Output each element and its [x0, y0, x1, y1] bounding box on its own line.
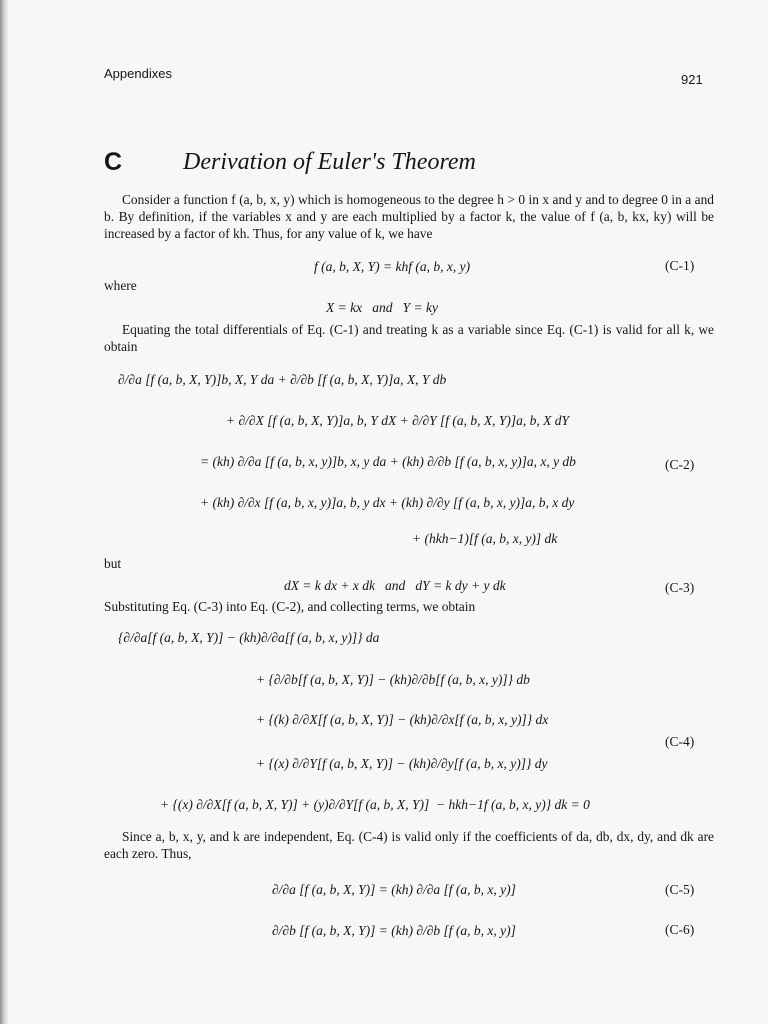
- equation-c5: ∂/∂a [f (a, b, X, Y)] = (kh) ∂/∂a [f (a, b, x, y)]: [272, 882, 516, 897]
- equation-c2-line5: + (hkh−1)[f (a, b, x, y)] dk: [412, 531, 558, 546]
- equation-label-c4: (C-4): [665, 734, 695, 749]
- running-header-section: Appendixes: [104, 66, 172, 81]
- book-binding-edge: [0, 0, 9, 1024]
- paragraph-total-differentials: Equating the total differentials of Eq. (C-1) and treating k as a variable since Eq. (C-1) is valid for all k, we obtain: [104, 322, 714, 354]
- paragraph-substituting: Substituting Eq. (C-3) into Eq. (C-2), and collecting terms, we obtain: [104, 599, 476, 614]
- equation-c2-line1: ∂/∂a [f (a, b, X, Y)]b, X, Y da + ∂/∂b [f (a, b, X, Y)]a, X, Y db: [118, 372, 447, 387]
- appendix-letter: C: [104, 148, 123, 176]
- equation-label-c1: (C-1): [665, 258, 695, 273]
- equation-c4-line1: {∂/∂a[f (a, b, X, Y)] − (kh)∂/∂a[f (a, b, x, y)]} da: [118, 630, 380, 645]
- equation-c6: ∂/∂b [f (a, b, X, Y)] = (kh) ∂/∂b [f (a, b, x, y)]: [272, 923, 516, 938]
- equation-c2-line4: + (kh) ∂/∂x [f (a, b, x, y)]a, b, y dx + (kh) ∂/∂y [f (a, b, x, y)]a, b, x dy: [200, 495, 575, 510]
- word-where: where: [104, 278, 137, 293]
- equation-c4-line4: + {(x) ∂/∂Y[f (a, b, X, Y)] − (kh)∂/∂y[f (a, b, x, y)]} dy: [256, 756, 548, 771]
- equation-c2-line2: + ∂/∂X [f (a, b, X, Y)]a, b, Y dX + ∂/∂Y [f (a, b, X, Y)]a, b, X dY: [226, 413, 570, 428]
- equation-c4-line2: + {∂/∂b[f (a, b, X, Y)] − (kh)∂/∂b[f (a, b, x, y)]} db: [256, 672, 530, 687]
- page-number: 921: [681, 72, 703, 87]
- word-but: but: [104, 556, 122, 571]
- equation-label-c2: (C-2): [665, 457, 695, 472]
- appendix-title: Derivation of Euler's Theorem: [183, 149, 476, 175]
- equation-c3: dX = k dx + x dk and dY = k dy + y dk: [284, 578, 506, 593]
- equation-c4-line3: + {(k) ∂/∂X[f (a, b, X, Y)] − (kh)∂/∂x[f (a, b, x, y)]} dx: [256, 712, 549, 727]
- equation-label-c6: (C-6): [665, 922, 695, 937]
- equation-c2-line3: = (kh) ∂/∂a [f (a, b, x, y)]b, x, y da + (kh) ∂/∂b [f (a, b, x, y)]a, x, y db: [200, 454, 576, 469]
- paragraph-intro: Consider a function f (a, b, x, y) which is homogeneous to the degree h > 0 in x and y and to degree 0 in a and b. By definition, if the variables x and y are each multiplied by a factor k, the value of f (a, b, kx, ky) will be increased by a factor of kh. Thus, for any value of k, we have: [104, 192, 714, 241]
- equation-substitution: X = kx and Y = ky: [326, 300, 438, 315]
- equation-c1: f (a, b, X, Y) = khf (a, b, x, y): [314, 259, 471, 274]
- paragraph-conclusion: Since a, b, x, y, and k are independent, Eq. (C-4) is valid only if the coefficients of da, db, dx, dy, and dk are each zero. Thus,: [104, 829, 714, 861]
- equation-c4-line5: + {(x) ∂/∂X[f (a, b, X, Y)] + (y)∂/∂Y[f (a, b, X, Y)] − hkh−1f (a, b, x, y)} dk = 0: [160, 797, 590, 812]
- equation-label-c3: (C-3): [665, 580, 695, 595]
- equation-label-c5: (C-5): [665, 882, 695, 897]
